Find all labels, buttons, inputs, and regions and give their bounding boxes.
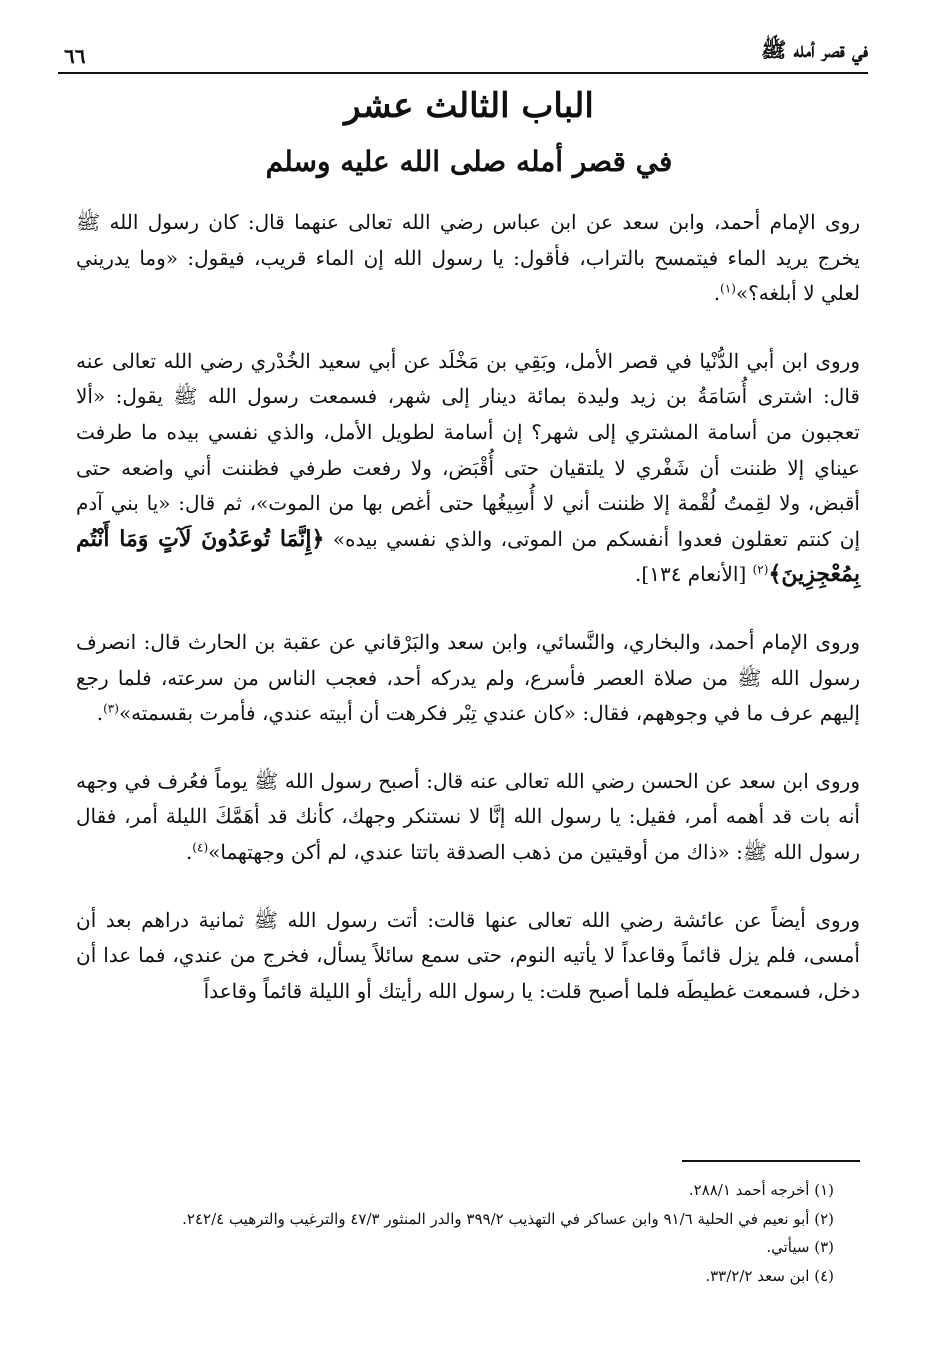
chapter-title: الباب الثالث عشر (344, 86, 594, 126)
paragraph-2 (76, 344, 860, 593)
footnote-3: (٣) سيأتي. (766, 1238, 834, 1256)
footnote-ref: (١) (720, 281, 736, 296)
header-title: في قصر أمله ﷺ (761, 37, 868, 62)
paragraph-end: [الأنعام ١٣٤]. (635, 562, 753, 587)
footnote-2: (٢) أبو نعيم في الحلية ٩١/٦ وابن عساكر في التهذيب ٣٩٩/٢ والدر المنثور ٤٧/٣ والترغيب والترهيب ٢٤٢/٤. (182, 1209, 834, 1228)
quran-verse: ﴿إِنَّمَا تُوعَدُونَ لَآتٍ وَمَا أَنْتُم بِمُعْجِزِينَ﴾ (76, 525, 860, 588)
footnote-4: (٤) ابن سعد ٣٣/٢/٢. (705, 1266, 834, 1285)
footnote-ref: (٤) (192, 840, 209, 855)
footnote-divider (682, 1160, 860, 1162)
paragraph-end: . (185, 839, 193, 864)
page-number: ٦٦ (64, 44, 86, 68)
footnote-ref: (٢) (752, 562, 769, 577)
paragraph-5 (76, 903, 860, 1010)
footnote-1: (١) أخرجه أحمد ٢٨٨/١. (688, 1181, 834, 1199)
paragraph-4 (76, 764, 860, 871)
paragraph-end: . (713, 281, 721, 306)
running-header (58, 32, 868, 74)
paragraph-end: . (96, 701, 104, 726)
paragraph-3 (76, 625, 860, 732)
paragraph-text: وروى ابن أبي الدُّنْيا في قصر الأمل، وبَقِي بن مَخْلَد عن أبي سعيد الخُدْري رضي الله تعالى عنه قال: اشترى أُسَامَةُ بن زيد وليدة بمائة دينار إلى شهر، فسمعت رسول الله ﷺ يقول: «ألا تعجبون من أسامة المشتري إلى شهر؟ إن أسامة لطويل الأمل، والذي نفسي بيده ما طرفت عيناي إلا ظننت أن شَفْري لا يلتقيان حتى أُقْبَض، ولا رفعت طرفي فظننت أني واضعه حتى أقبض، ولا لقِمتُ لُقْمة إلا ظننت أني لا أُسِيغُها حتى أغص بها من الموت»، ثم قال: «يا بني آدم إن كنتم تعقلون فعدوا أنفسكم من الموتى، والذي نفسي بيده» (76, 348, 861, 551)
footnote-ref: (٣) (103, 701, 119, 716)
chapter-subtitle: في قصر أمله صلى الله عليه وسلم (265, 145, 673, 178)
paragraph-text: وروى ابن سعد عن الحسن رضي الله تعالى عنه قال: أصبح رسول الله ﷺ يوماً فعُرف في وجهه أنه بات قد أهمه أمر، فقيل: يا رسول الله إنَّا لا نستنكر وجهك، كأنك قد أهَمَّكَ الليلة أمر، فقال رسول الله ﷺ: «ذاك من أوقيتين من ذهب الصدقة باتتا عندي، لم أكن وجهتهما» (76, 768, 860, 864)
paragraph-text: روى الإمام أحمد، وابن سعد عن ابن عباس رضي الله تعالى عنهما قال: كان رسول الله ﷺ يخرج يريد الماء فيتمسح بالتراب، فأقول: يا رسول الله إن الماء قريب، فيقول: «وما يدريني لعلي لا أبلغه؟» (76, 210, 860, 306)
paragraph-text: وروى الإمام أحمد، والبخاري، والنَّسائي، وابن سعد والبَرْقاني عن عقبة بن الحارث قال: انصرف رسول الله ﷺ من صلاة العصر فأسرع، ولم يدركه أحد، فعجب الناس من سرعته، فلما رجع إليهم عرف ما في وجوههم، فقال: «كان عندي تِبْر فكرهت أن أبيته عندي، فأمرت بقسمته» (76, 629, 861, 726)
paragraph-text: وروى أيضاً عن عائشة رضي الله تعالى عنها قالت: أتت رسول الله ﷺ ثمانية دراهم بعد أن أمسى، فلم يزل قائماً وقاعداً لا يأتيه النوم، حتى سمع سائلاً يسأل، فخرج من عندي، فما عدا أن دخل، فسمعت غطيطَه فلما أصبح قلت: يا رسول الله رأيتك أو الليلة قائماً وقاعداً (76, 907, 860, 1003)
footnotes (90, 1176, 834, 1290)
paragraph-1 (76, 205, 860, 312)
body-text (76, 205, 860, 1041)
